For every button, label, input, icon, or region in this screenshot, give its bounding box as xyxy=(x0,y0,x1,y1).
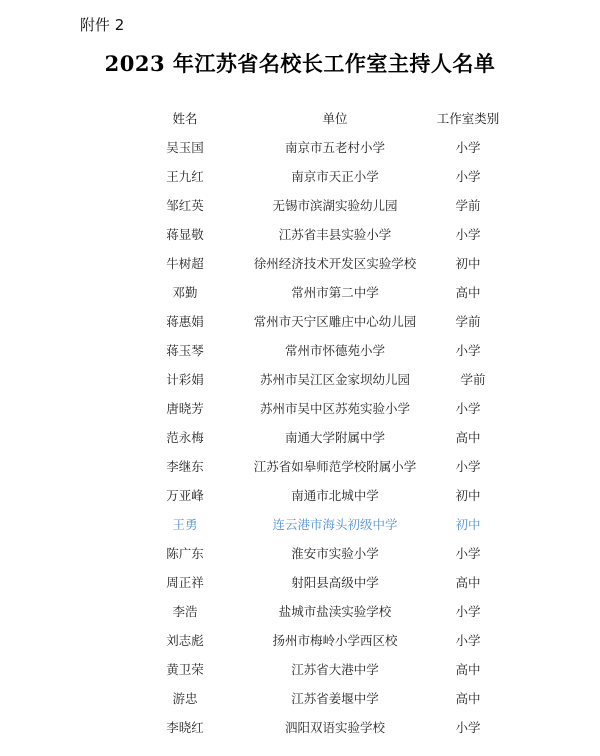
table-row xyxy=(0,162,600,191)
document-title: 2023 年江苏省名校长工作室主持人名单 xyxy=(104,51,496,76)
cell-name: 蒋显敬 xyxy=(166,227,204,242)
table-row xyxy=(0,191,600,220)
cell-name: 黄卫荣 xyxy=(166,662,204,677)
cell-unit: 徐州经济技术开发区实验学校 xyxy=(253,256,417,271)
cell-type: 小学 xyxy=(455,227,481,242)
cell-type: 初中 xyxy=(455,517,481,532)
cell-name: 王勇 xyxy=(172,517,198,532)
cell-name: 蒋玉琴 xyxy=(166,343,204,358)
table-row xyxy=(0,655,600,684)
cell-unit: 江苏省如皋师范学校附属小学 xyxy=(253,459,417,474)
table-row xyxy=(0,394,600,423)
table-row xyxy=(0,336,600,365)
cell-type: 学前 xyxy=(455,198,481,213)
table-header xyxy=(0,104,600,133)
cell-unit: 连云港市海头初级中学 xyxy=(272,517,398,532)
cell-name: 万亚峰 xyxy=(166,488,204,503)
table-row xyxy=(0,626,600,655)
cell-unit: 江苏省大港中学 xyxy=(291,662,379,677)
cell-unit: 淮安市实验小学 xyxy=(291,546,379,561)
cell-type: 初中 xyxy=(455,256,481,271)
cell-type: 小学 xyxy=(455,546,481,561)
cell-unit: 射阳县高级中学 xyxy=(291,575,379,590)
cell-type: 小学 xyxy=(455,604,481,619)
table-body xyxy=(0,133,600,742)
cell-unit: 南通大学附属中学 xyxy=(284,430,385,445)
name-list-table xyxy=(0,104,600,742)
cell-unit: 南通市北城中学 xyxy=(291,488,379,503)
cell-unit: 无锡市滨湖实验幼儿园 xyxy=(272,198,398,213)
table-row xyxy=(0,249,600,278)
cell-name: 王九红 xyxy=(166,169,204,184)
table-row xyxy=(0,568,600,597)
cell-name: 吴玉国 xyxy=(166,140,204,155)
cell-name: 唐晓芳 xyxy=(166,401,204,416)
cell-type: 高中 xyxy=(455,430,481,445)
cell-name: 牛树超 xyxy=(166,256,204,271)
cell-type: 学前 xyxy=(460,372,486,387)
attachment-label: 附件 2 xyxy=(80,16,125,34)
cell-type: 小学 xyxy=(455,401,481,416)
table-row xyxy=(0,539,600,568)
table-row xyxy=(0,481,600,510)
cell-type: 学前 xyxy=(455,314,481,329)
table-row xyxy=(0,133,600,162)
cell-type: 高中 xyxy=(455,662,481,677)
cell-name: 李浩 xyxy=(172,604,198,619)
table-row xyxy=(0,713,600,742)
cell-name: 计彩娟 xyxy=(166,372,204,387)
cell-name: 周正祥 xyxy=(166,575,204,590)
table-row xyxy=(0,365,600,394)
cell-name: 游忠 xyxy=(172,691,198,706)
table-row xyxy=(0,307,600,336)
cell-type: 小学 xyxy=(455,633,481,648)
column-header-type: 工作室类别 xyxy=(436,111,500,126)
cell-type: 高中 xyxy=(455,691,481,706)
cell-unit: 扬州市梅岭小学西区校 xyxy=(272,633,398,648)
cell-name: 刘志彪 xyxy=(166,633,204,648)
cell-unit: 常州市第二中学 xyxy=(291,285,379,300)
cell-type: 小学 xyxy=(455,459,481,474)
cell-name: 邓勤 xyxy=(172,285,198,300)
cell-unit: 江苏省丰县实验小学 xyxy=(278,227,392,242)
cell-unit: 盐城市盐渎实验学校 xyxy=(278,604,392,619)
cell-name: 陈广东 xyxy=(166,546,204,561)
cell-type: 小学 xyxy=(455,140,481,155)
cell-unit: 江苏省姜堰中学 xyxy=(291,691,379,706)
cell-type: 初中 xyxy=(455,488,481,503)
cell-name: 蒋惠娟 xyxy=(166,314,204,329)
cell-name: 李继东 xyxy=(166,459,204,474)
table-row xyxy=(0,220,600,249)
column-header-unit: 单位 xyxy=(322,111,348,126)
table-row xyxy=(0,684,600,713)
cell-name: 李晓红 xyxy=(166,720,204,735)
cell-type: 小学 xyxy=(455,343,481,358)
cell-type: 高中 xyxy=(455,285,481,300)
cell-unit: 苏州市吴中区苏苑实验小学 xyxy=(259,401,410,416)
table-row xyxy=(0,423,600,452)
cell-unit: 常州市怀德苑小学 xyxy=(284,343,385,358)
table-row xyxy=(0,510,600,539)
cell-type: 小学 xyxy=(455,169,481,184)
cell-unit: 南京市天正小学 xyxy=(291,169,379,184)
cell-unit: 常州市天宁区雕庄中心幼儿园 xyxy=(253,314,417,329)
cell-unit: 南京市五老村小学 xyxy=(284,140,385,155)
column-header-name: 姓名 xyxy=(172,111,198,126)
cell-unit: 苏州市吴江区金家坝幼儿园 xyxy=(259,372,410,387)
cell-type: 小学 xyxy=(455,720,481,735)
table-row xyxy=(0,452,600,481)
cell-name: 范永梅 xyxy=(166,430,204,445)
cell-type: 高中 xyxy=(455,575,481,590)
table-row xyxy=(0,597,600,626)
cell-unit: 泗阳双语实验学校 xyxy=(284,720,385,735)
cell-name: 邹红英 xyxy=(166,198,204,213)
table-row xyxy=(0,278,600,307)
